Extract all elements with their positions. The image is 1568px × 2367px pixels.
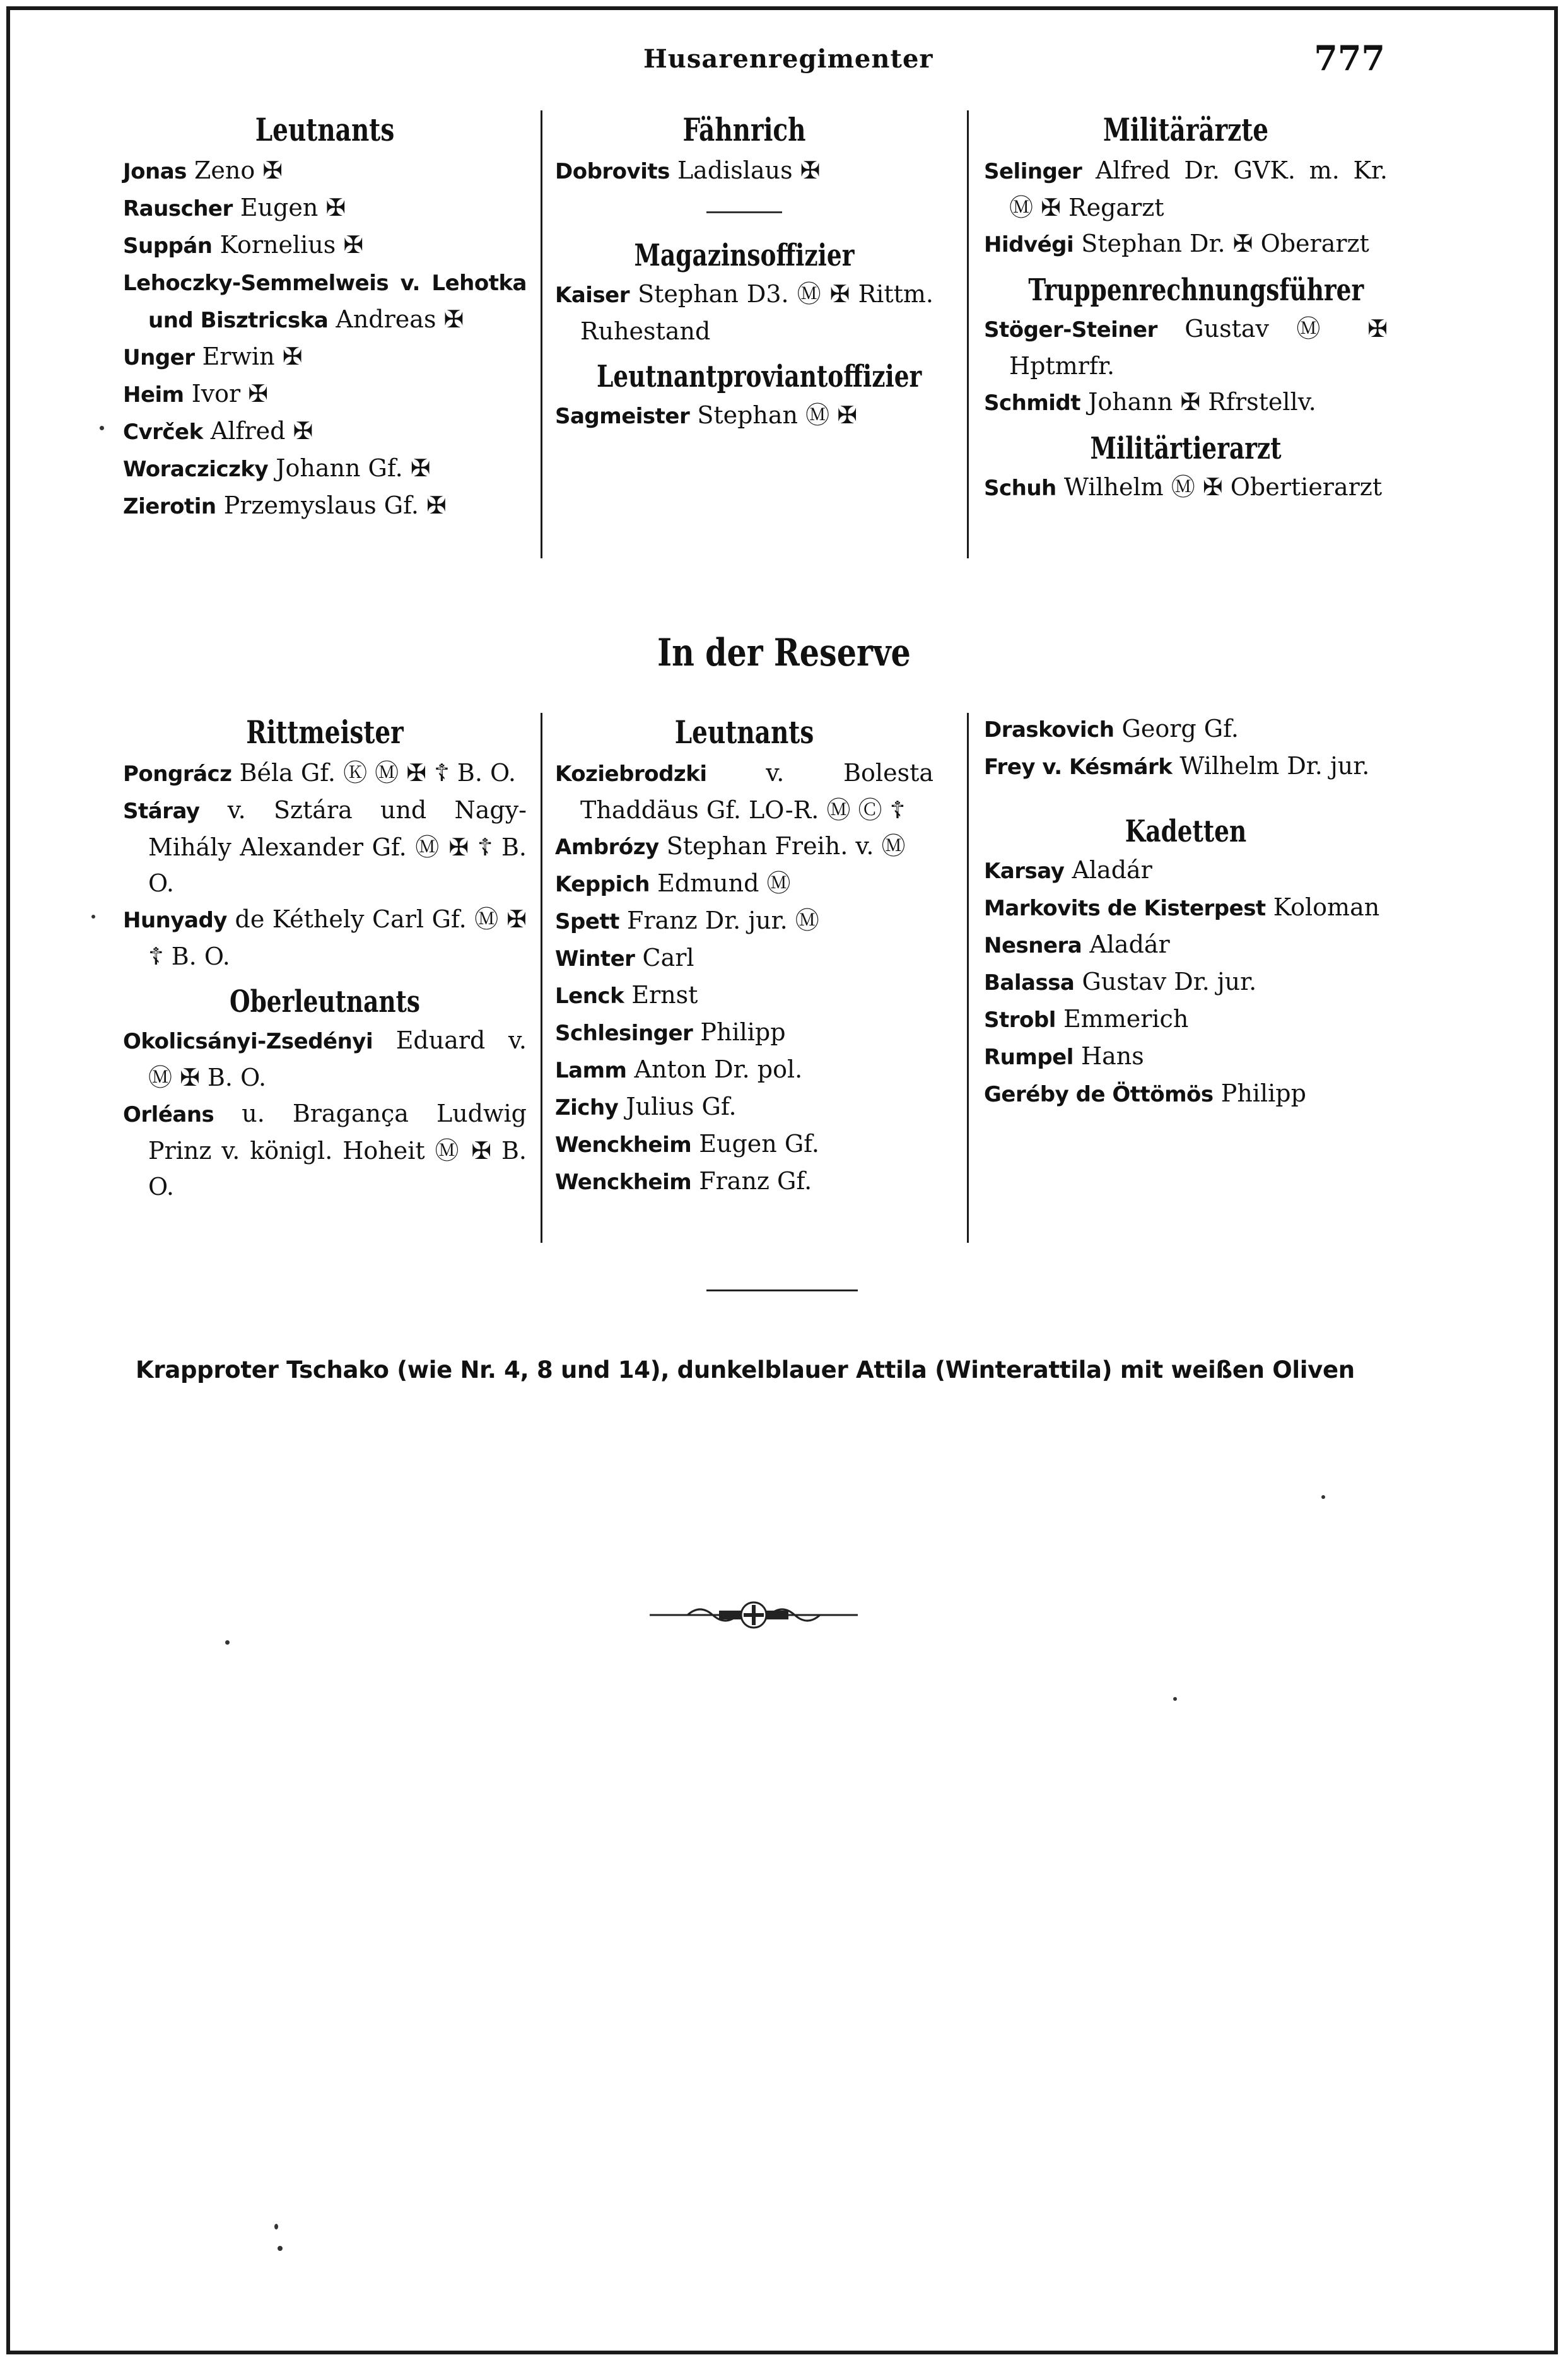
print-speck — [1173, 1697, 1177, 1701]
entry-name: Wenckheim — [555, 1170, 692, 1195]
entry-details: Stephan D3. Ⓜ ✠ Rittm. Ruhestand — [580, 280, 933, 345]
entry-name: Rauscher — [123, 196, 233, 221]
entry-details: Carl — [635, 944, 694, 972]
list-entry — [555, 1163, 933, 1201]
active-col-2 — [555, 107, 933, 435]
entry-details: Aladár — [1082, 931, 1170, 958]
entry-name: Okolicsányi-Zsedényi — [123, 1029, 373, 1054]
entry-details: Johann Gf. ✠ — [268, 454, 431, 482]
entry-details: Alfred ✠ — [202, 417, 313, 445]
section-title-reserve-leutnants: Leutnants — [674, 714, 814, 751]
entry-name: Sagmeister — [555, 404, 690, 429]
entry-name: Geréby de Öttömös — [984, 1082, 1214, 1107]
list-entry — [123, 792, 527, 902]
entry-name: Stöger-Steiner — [984, 317, 1157, 343]
decorative-ornament-icon — [650, 1599, 858, 1631]
entry-details: Hans — [1073, 1042, 1144, 1070]
entry-details: Gustav Ⓜ ✠ Hptmrfr. — [1009, 315, 1388, 380]
reserve-title: In der Reserve — [657, 631, 911, 675]
list-entry — [984, 1076, 1388, 1113]
entry-details: Aladár — [1064, 856, 1152, 884]
entry-details: Alfred Dr. GVK. m. Kr. Ⓜ ✠ Regarzt — [1009, 156, 1388, 221]
reserve-col-3 — [984, 711, 1388, 1113]
closing-rule — [706, 1289, 858, 1291]
list-entry — [984, 1001, 1388, 1038]
print-speck — [1321, 1495, 1325, 1499]
entry-list — [555, 397, 933, 435]
print-speck — [100, 426, 104, 430]
reserve-col-1 — [123, 710, 527, 1205]
entry-details: Eduard v. Ⓜ ✠ B. O. — [148, 1026, 527, 1091]
column-rule — [541, 713, 542, 1243]
entry-name: Dobrovits — [555, 159, 670, 184]
print-speck — [274, 2224, 278, 2229]
list-entry — [984, 711, 1388, 748]
list-entry — [555, 866, 933, 903]
list-entry — [123, 755, 527, 792]
entry-details: Andreas ✠ — [328, 305, 464, 333]
entry-name: Draskovich — [984, 717, 1115, 743]
separator-rule — [706, 211, 782, 213]
entry-name: Winter — [555, 946, 635, 972]
entry-details: Georg Gf. — [1114, 715, 1239, 743]
entry-details: Edmund Ⓜ — [650, 869, 791, 897]
list-entry — [123, 339, 527, 376]
entry-details: Wilhelm Ⓜ ✠ Obertierarzt — [1056, 473, 1383, 501]
entry-details: Wilhelm Dr. jur. — [1172, 752, 1370, 780]
entry-details: Ivor ✠ — [184, 380, 269, 408]
section-title-leutnants: Leutnants — [255, 111, 395, 148]
entry-details: v. Sztára und Nagy-Mihály Alexander Gf. Ⓜ ✠ ☦ B. O. — [148, 796, 527, 897]
entry-list — [555, 153, 933, 190]
section-title-oberleutnants: Oberleutnants — [230, 984, 420, 1019]
section-title-faehnrich: Fähnrich — [682, 111, 806, 148]
list-entry — [123, 902, 527, 975]
list-entry — [555, 1052, 933, 1089]
entry-details: Ernst — [624, 981, 698, 1009]
list-entry — [555, 977, 933, 1014]
section-title-leutnantproviantoffizier: Leutnantproviantoffizier — [597, 359, 922, 394]
list-entry — [123, 153, 527, 190]
entry-details: Emmerich — [1055, 1005, 1189, 1033]
entry-details: v. Bolesta Thaddäus Gf. LO-R. Ⓜ Ⓒ ☦ — [580, 759, 933, 824]
list-entry — [555, 397, 933, 435]
entry-details: Béla Gf. Ⓚ Ⓜ ✠ ☦ B. O. — [231, 759, 517, 787]
entry-details: Ladislaus ✠ — [669, 156, 821, 184]
entry-name: Koziebrodzki — [555, 761, 707, 787]
list-entry — [984, 852, 1388, 890]
uniform-note: Krapproter Tschako (wie Nr. 4, 8 und 14), dunkelblauer Attila (Winterattila) mit weißen Oliven — [136, 1356, 1355, 1383]
list-entry — [555, 828, 933, 866]
entry-list — [984, 311, 1388, 421]
list-entry — [555, 153, 933, 190]
list-entry — [123, 1096, 527, 1205]
list-entry — [984, 384, 1388, 421]
entry-details: Zeno ✠ — [186, 156, 283, 184]
entry-name: Lamm — [555, 1058, 627, 1083]
print-speck — [278, 2246, 283, 2251]
entry-details: Erwin ✠ — [194, 343, 303, 370]
entry-name: Markovits de Kisterpest — [984, 896, 1266, 921]
entry-details: Stephan Ⓜ ✠ — [689, 401, 858, 429]
column-rule — [541, 110, 542, 558]
active-col-3 — [984, 107, 1388, 507]
entry-name: Rumpel — [984, 1045, 1074, 1070]
entry-list — [984, 469, 1388, 507]
entry-list — [984, 852, 1388, 1113]
entry-name: Suppán — [123, 233, 213, 259]
entry-name: Hidvégi — [984, 232, 1074, 257]
list-entry — [984, 469, 1388, 507]
list-entry — [123, 450, 527, 488]
entry-name: Keppich — [555, 872, 650, 897]
list-entry — [555, 1089, 933, 1126]
entry-name: Stáray — [123, 799, 200, 824]
list-entry — [984, 153, 1388, 226]
entry-list — [555, 276, 933, 349]
list-entry — [555, 940, 933, 977]
entry-details: Stephan Freih. v. Ⓜ — [658, 832, 906, 860]
entry-details: Eugen ✠ — [232, 194, 346, 221]
active-col-1 — [123, 107, 527, 525]
entry-details: Philipp — [1213, 1079, 1306, 1107]
entry-details: Johann ✠ Rfrstellv. — [1080, 388, 1316, 416]
list-entry — [555, 903, 933, 940]
entry-name: Balassa — [984, 970, 1075, 996]
entry-name: Woracziczky — [123, 457, 269, 482]
entry-name: Lehoczky-Semmelweis v. Lehotka und Bisztricska — [123, 271, 527, 333]
entry-name: Orléans — [123, 1102, 214, 1127]
entry-details: Kornelius ✠ — [212, 231, 364, 259]
entry-details: Koloman — [1265, 893, 1380, 921]
list-entry — [123, 264, 527, 339]
column-rule — [967, 713, 969, 1243]
page-number: 777 — [1314, 38, 1385, 78]
list-entry — [984, 748, 1388, 785]
list-entry — [984, 927, 1388, 964]
entry-name: Cvrček — [123, 420, 203, 445]
list-entry — [123, 376, 527, 413]
print-speck — [91, 915, 95, 919]
list-entry — [555, 1126, 933, 1163]
list-entry — [984, 964, 1388, 1001]
entry-name: Zierotin — [123, 494, 216, 519]
entry-name: Schmidt — [984, 391, 1081, 416]
entry-name: Spett — [555, 909, 619, 934]
entry-name: Karsay — [984, 859, 1065, 884]
list-entry — [984, 1038, 1388, 1076]
entry-name: Wenckheim — [555, 1132, 692, 1158]
entry-name: Frey v. Késmárk — [984, 755, 1173, 780]
entry-name: Ambrózy — [555, 835, 659, 860]
list-entry — [555, 276, 933, 349]
entry-details: de Kéthely Carl Gf. Ⓜ ✠ ☦ B. O. — [148, 905, 527, 970]
entry-list — [123, 1023, 527, 1205]
entry-list — [123, 153, 527, 525]
entry-name: Schlesinger — [555, 1021, 693, 1046]
entry-name: Strobl — [984, 1007, 1056, 1033]
entry-name: Selinger — [984, 159, 1082, 184]
entry-name: Jonas — [123, 159, 187, 184]
list-entry — [123, 227, 527, 264]
entry-details: Przemyslaus Gf. ✠ — [216, 491, 447, 519]
entry-details: Eugen Gf. — [691, 1130, 819, 1158]
section-title-rittmeister: Rittmeister — [246, 714, 404, 751]
entry-name: Schuh — [984, 476, 1056, 501]
entry-details: Julius Gf. — [618, 1093, 737, 1120]
list-entry — [555, 1014, 933, 1052]
entry-name: Nesnera — [984, 933, 1082, 958]
list-entry — [984, 311, 1388, 384]
entry-details: Franz Gf. — [691, 1167, 812, 1195]
entry-list — [123, 755, 527, 975]
section-title-militaeraerzte: Militärärzte — [1103, 111, 1269, 148]
reserve-col-2 — [555, 710, 933, 1201]
entry-details: Philipp — [693, 1018, 786, 1046]
entry-name: Zichy — [555, 1095, 619, 1120]
list-entry — [123, 488, 527, 525]
entry-details: Gustav Dr. jur. — [1074, 968, 1257, 996]
list-entry — [123, 190, 527, 227]
entry-details: u. Bragança Ludwig Prinz v. königl. Hoheit Ⓜ ✠ B. O. — [148, 1100, 527, 1201]
entry-name: Pongrácz — [123, 761, 232, 787]
section-title-truppenrechnungsfuehrer: Truppenrechnungsführer — [1028, 273, 1364, 308]
entry-name: Lenck — [555, 984, 624, 1009]
list-entry — [984, 226, 1388, 263]
entry-list — [984, 153, 1388, 263]
entry-list — [984, 711, 1388, 785]
list-entry — [123, 413, 527, 450]
list-entry — [555, 755, 933, 828]
entry-name: Heim — [123, 382, 184, 408]
section-title-militaertierarzt: Militärtierarzt — [1090, 431, 1282, 466]
running-head: Husarenregimenter — [643, 44, 933, 74]
section-title-magazinsoffizier: Magazinsoffizier — [634, 238, 855, 273]
entry-name: Kaiser — [555, 283, 630, 308]
print-speck — [225, 1640, 230, 1645]
entry-details: Franz Dr. jur. Ⓜ — [619, 907, 819, 934]
section-title-kadetten: Kadetten — [1125, 814, 1247, 849]
column-rule — [967, 110, 969, 558]
entry-name: Unger — [123, 345, 195, 370]
entry-list — [555, 755, 933, 1201]
list-entry — [123, 1023, 527, 1096]
entry-name: Hunyady — [123, 908, 227, 933]
list-entry — [984, 890, 1388, 927]
entry-details: Stephan Dr. ✠ Oberarzt — [1074, 230, 1369, 257]
entry-details: Anton Dr. pol. — [626, 1055, 803, 1083]
